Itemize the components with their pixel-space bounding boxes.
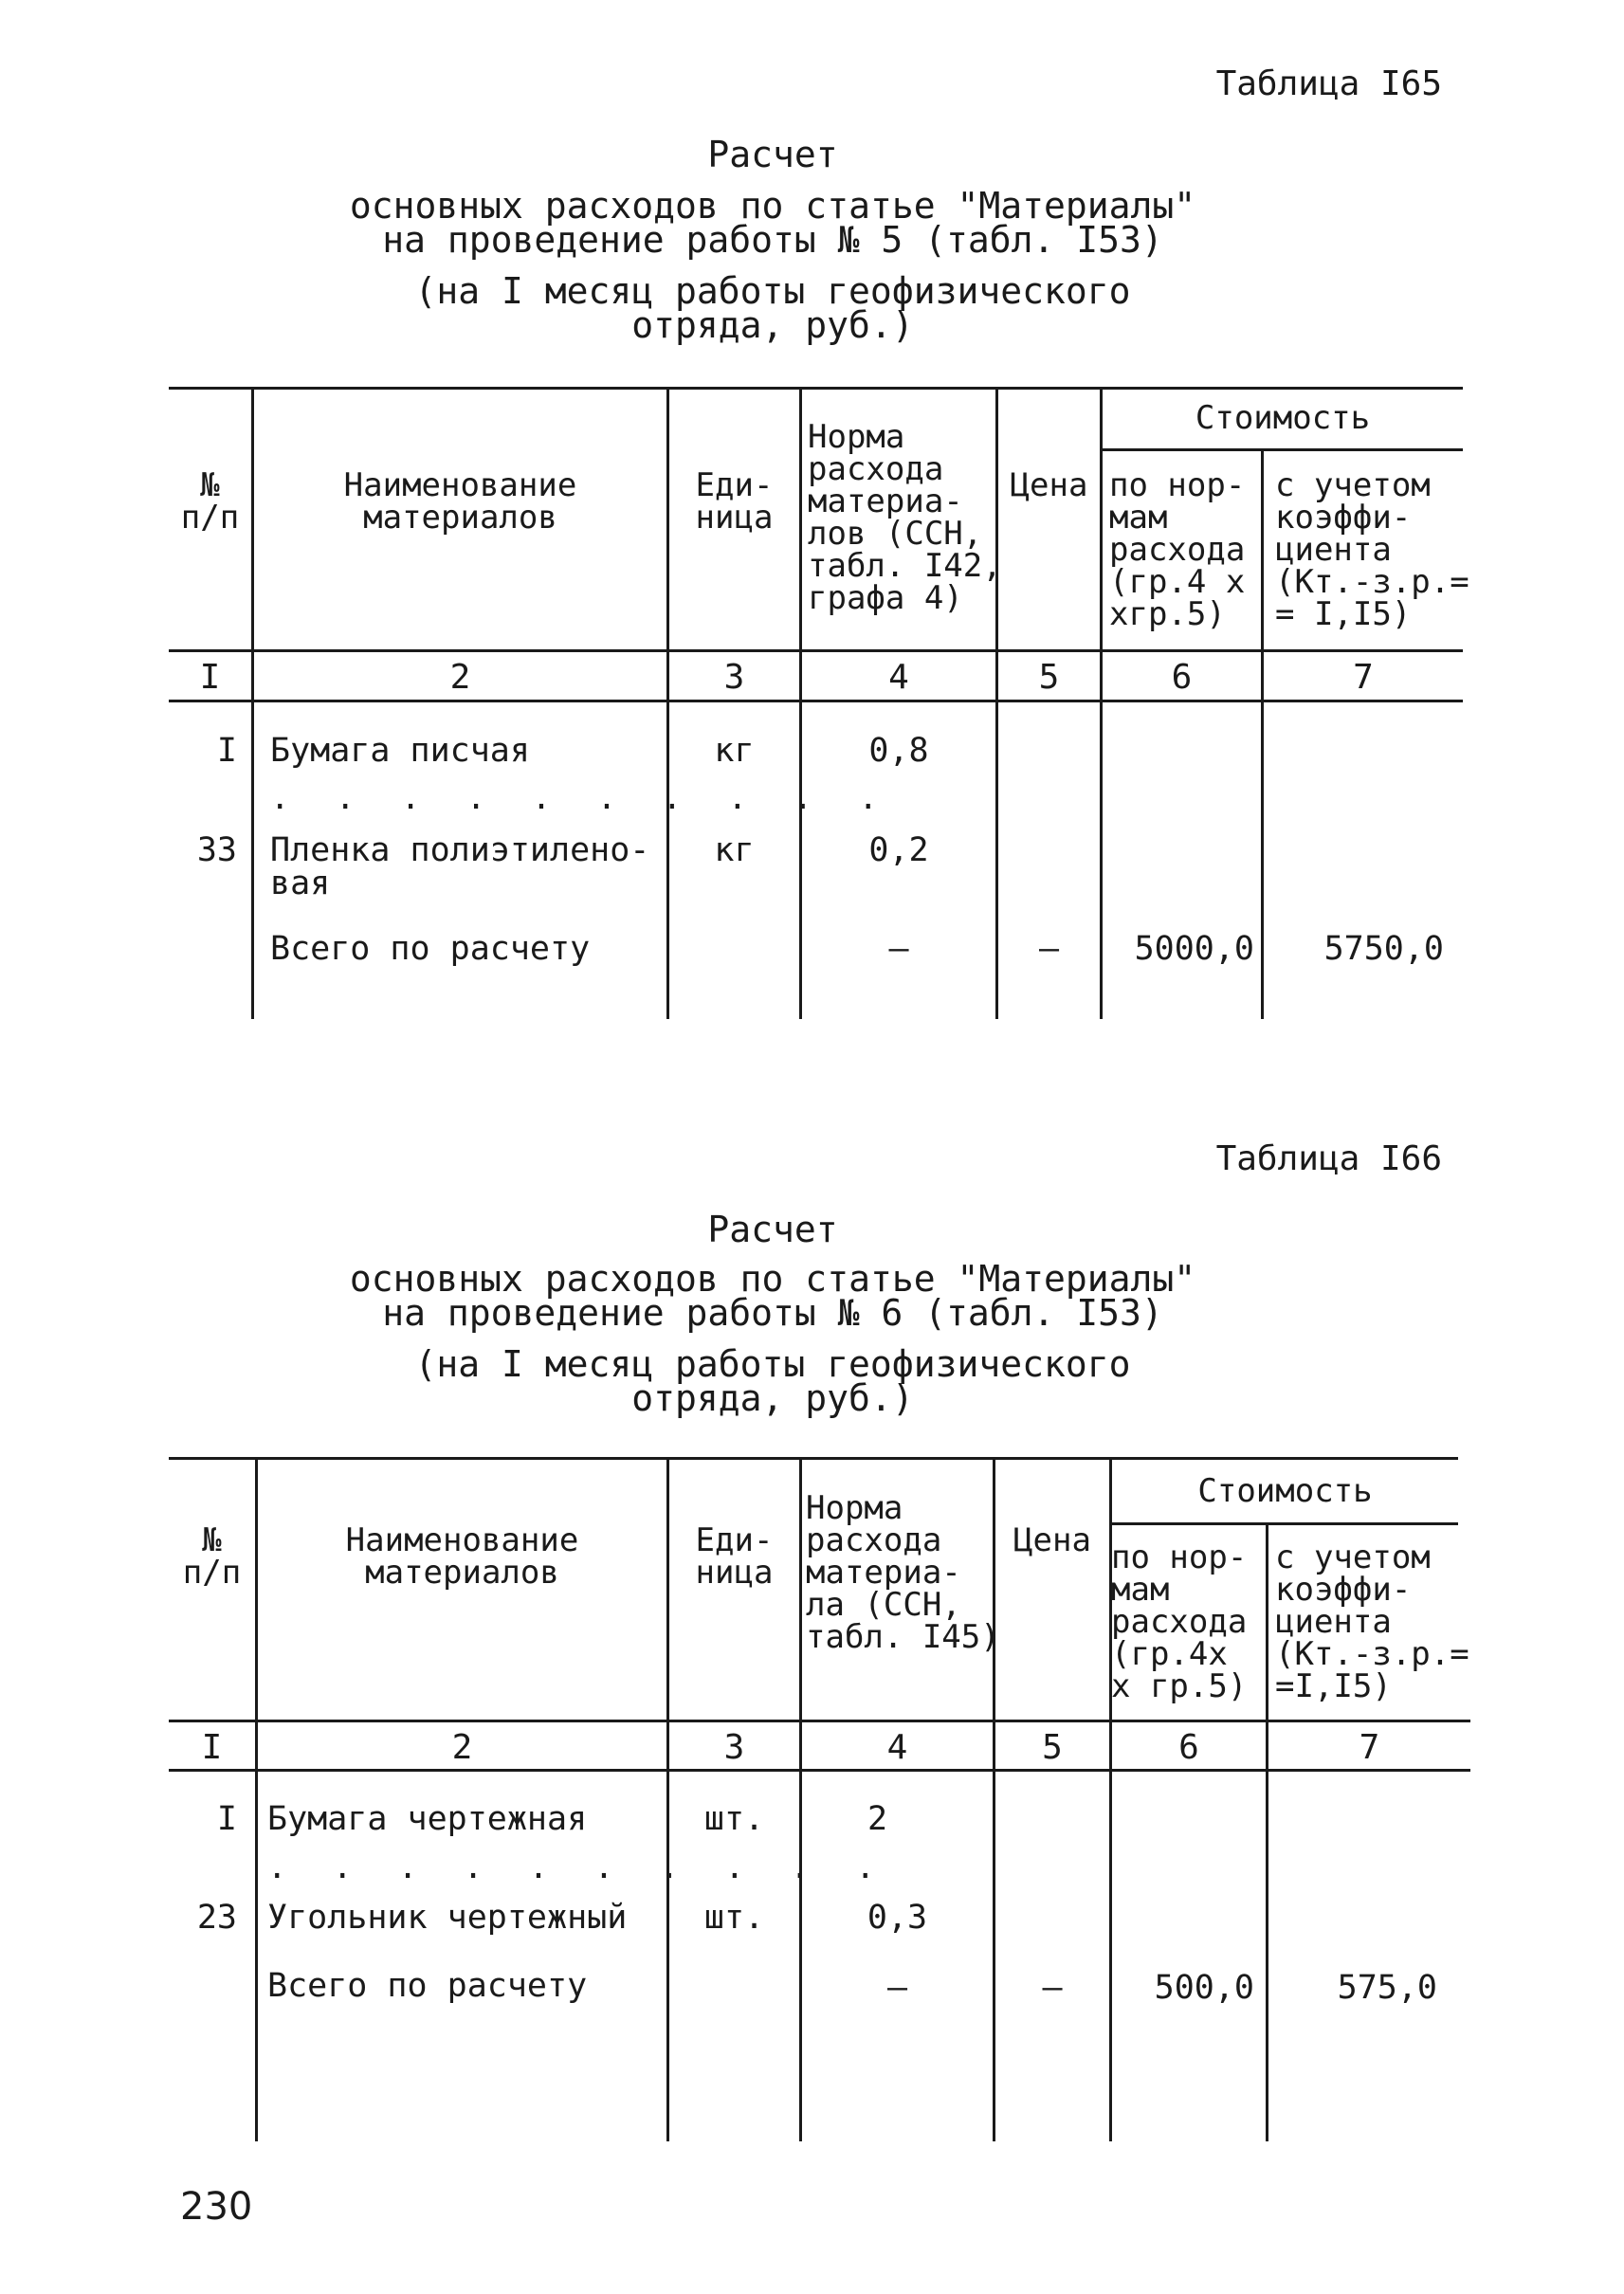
row-name: Бумага чертежная xyxy=(267,1800,588,1838)
ellipsis-dots: . . . . . . . . . . xyxy=(267,1848,888,1886)
col-divider xyxy=(1100,389,1103,1019)
row-name: Бумага писчая xyxy=(270,732,530,770)
total-cost-coef: 5750,0 xyxy=(1323,930,1444,968)
table-top-rule xyxy=(169,387,1463,390)
header-bottom-rule xyxy=(169,1720,1470,1722)
header-cost-coef: с учетом коэффи- циента (Кт.-з.р.= = I,I5) xyxy=(1275,466,1469,633)
table-label: Таблица I65 xyxy=(1215,64,1442,103)
table-label: Таблица I66 xyxy=(1215,1139,1442,1178)
total-cost-norm: 500,0 xyxy=(1154,1969,1254,2007)
header-norm: Норма расхода материа- лов (ССН, табл. I42, графа 4) xyxy=(808,418,1002,617)
cost-header-rule xyxy=(1109,1522,1458,1525)
total-label: Всего по расчету xyxy=(270,930,591,968)
colnum-1: I xyxy=(201,1728,223,1767)
total-price: – xyxy=(1042,1969,1063,2007)
row-num: 23 xyxy=(196,1899,237,1937)
table-subtitle-line2: на проведение работы № 5 (табл. I53) xyxy=(382,219,1163,261)
row-num: 33 xyxy=(196,831,237,869)
colnum-1: I xyxy=(199,658,221,697)
row-num: I xyxy=(216,732,237,770)
col-divider xyxy=(799,389,802,1019)
row-num: I xyxy=(216,1800,237,1838)
row-unit: шт. xyxy=(703,1800,765,1838)
colnum-bottom-rule xyxy=(169,700,1463,702)
header-unit: Еди- ница xyxy=(695,1521,774,1592)
header-cost: Стоимость xyxy=(1195,399,1371,437)
colnum-7: 7 xyxy=(1353,658,1374,697)
header-cost-norm: по нор- мам расхода (гр.4 х хгр.5) xyxy=(1109,466,1246,633)
row-name: Угольник чертежный xyxy=(267,1899,628,1937)
header-num: № п/п xyxy=(180,466,240,537)
colnum-3: 3 xyxy=(723,1728,745,1767)
table-note-line1: (на I месяц работы геофизического xyxy=(414,1343,1131,1385)
page-number: 230 xyxy=(180,2185,253,2229)
table-subtitle-line2: на проведение работы № 6 (табл. I53) xyxy=(382,1292,1163,1334)
table-title: Расчет xyxy=(707,1209,838,1250)
colnum-2: 2 xyxy=(451,1728,473,1767)
header-cost-norm: по нор- мам расхода (гр.4х х гр.5) xyxy=(1111,1538,1248,1705)
row-norm: 0,8 xyxy=(868,732,929,770)
row-name: Пленка полиэтилено- вая xyxy=(270,831,650,902)
row-unit: шт. xyxy=(703,1899,765,1937)
total-norm: – xyxy=(886,1969,908,2007)
header-norm: Норма расхода материа- ла (ССН, табл. I45) xyxy=(806,1489,1000,1656)
colnum-4: 4 xyxy=(888,658,909,697)
table-subtitle-line1: основных расходов по статье "Материалы" xyxy=(349,1258,1196,1300)
total-cost-norm: 5000,0 xyxy=(1134,930,1254,968)
header-name: Наименование материалов xyxy=(343,466,577,537)
table-note-line2: отряда, руб.) xyxy=(631,1377,914,1419)
colnum-3: 3 xyxy=(723,658,745,697)
colnum-6: 6 xyxy=(1178,1728,1199,1767)
colnum-5: 5 xyxy=(1042,1728,1063,1767)
row-norm: 2 xyxy=(867,1800,888,1838)
header-bottom-rule xyxy=(169,649,1463,652)
header-price: Цена xyxy=(1010,466,1088,504)
cost-header-rule xyxy=(1100,448,1463,451)
colnum-6: 6 xyxy=(1171,658,1193,697)
header-cost: Стоимость xyxy=(1197,1472,1373,1510)
total-label: Всего по расчету xyxy=(267,1967,588,2005)
col-divider xyxy=(799,1459,802,2141)
table-note-line1: (на I месяц работы геофизического xyxy=(414,270,1131,312)
table-top-rule xyxy=(169,1457,1458,1460)
header-name: Наименование материалов xyxy=(345,1521,579,1592)
col-divider xyxy=(1266,1524,1268,2141)
colnum-4: 4 xyxy=(886,1728,908,1767)
header-cost-coef: с учетом коэффи- циента (Кт.-з.р.= =I,I5) xyxy=(1275,1538,1469,1705)
header-num: № п/п xyxy=(182,1521,242,1592)
header-unit: Еди- ница xyxy=(695,466,774,537)
colnum-7: 7 xyxy=(1359,1728,1380,1767)
colnum-2: 2 xyxy=(449,658,471,697)
table-subtitle-line1: основных расходов по статье "Материалы" xyxy=(349,185,1196,227)
table-title: Расчет xyxy=(707,134,838,175)
total-price: – xyxy=(1038,930,1060,968)
colnum-5: 5 xyxy=(1038,658,1060,697)
total-cost-coef: 575,0 xyxy=(1337,1969,1437,2007)
row-norm: 0,2 xyxy=(868,831,929,869)
table-note-line2: отряда, руб.) xyxy=(631,304,914,346)
header-price: Цена xyxy=(1013,1521,1091,1559)
row-unit: кг xyxy=(714,732,755,770)
row-norm: 0,3 xyxy=(867,1899,928,1937)
ellipsis-dots: . . . . . . . . . . xyxy=(270,779,891,817)
row-unit: кг xyxy=(714,831,755,869)
total-norm: – xyxy=(888,930,909,968)
colnum-bottom-rule xyxy=(169,1769,1470,1772)
